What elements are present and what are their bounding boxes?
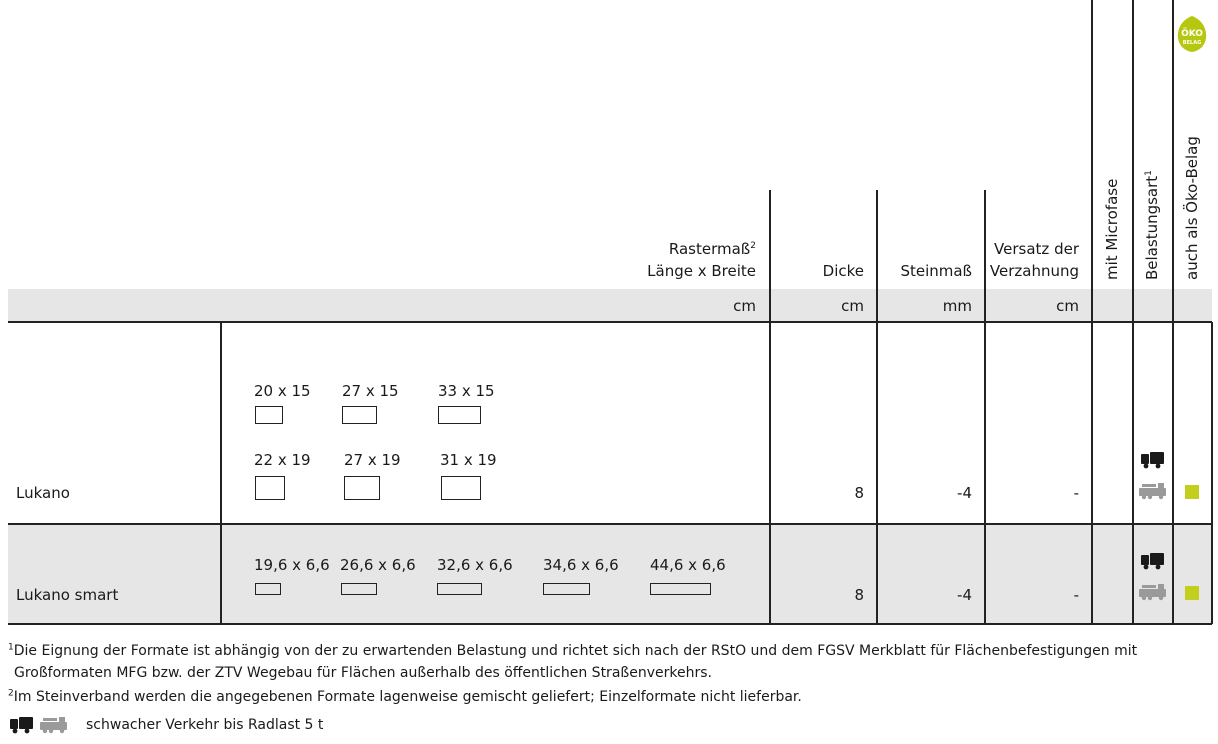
header-steinmass: Steinmaß [900,262,972,280]
dicke-value: 8 [854,484,864,502]
footnote-1-continued: Großformaten MFG bzw. der ZTV Wegebau für Flächen außerhalb des öffentlichen Straßenverkehrs. [14,665,712,681]
steinmass-value: -4 [957,484,972,502]
divider-dicke [769,190,771,624]
divider-oeko [1172,0,1174,624]
format-label: 34,6 x 6,6 [543,556,619,574]
header-bottom-rule [8,321,1212,323]
format-label: 20 x 15 [254,382,311,400]
format-shape [341,583,377,595]
format-shape [342,406,377,424]
format-label: 32,6 x 6,6 [437,556,513,574]
versatz-value: - [1073,484,1079,502]
format-shape [543,583,590,595]
oeko-belag-badge-icon [1174,14,1210,54]
header-dicke: Dicke [822,262,864,280]
legend-truck-black-icon [10,716,34,738]
format-shape [255,406,283,424]
format-label: 33 x 15 [438,382,495,400]
unit-dicke: cm [841,297,864,315]
footnote-2: $^2$Im Steinverband werden die angegebenen Formate lagenweise gemischt geliefert; Einzelformate nicht lieferbar. [8,688,802,705]
format-label: 44,6 x 6,6 [650,556,726,574]
divider-microfase [1091,0,1093,624]
unit-steinmass: mm [942,297,972,315]
row-name-lukano: Lukano [16,484,70,502]
versatz-value: - [1073,586,1079,604]
truck-crane-grey-icon [1139,482,1167,500]
format-shape [255,583,281,595]
header-belastungsart: Belastungsart$^1$ [1143,170,1161,280]
divider-belastung [1132,0,1134,624]
oeko-available-marker [1185,485,1199,499]
format-shape [255,476,285,500]
oeko-available-marker [1185,586,1199,600]
table-bottom-rule [8,623,1212,625]
svg-text:ÖKO: ÖKO [1181,29,1203,39]
row-lukano-smart-background [8,524,1212,624]
format-label: 22 x 19 [254,451,311,469]
truck-black-icon [1141,451,1165,469]
unit-versatz: cm [1056,297,1079,315]
format-shape [437,583,482,595]
truck-crane-grey-icon [1139,583,1167,601]
format-label: 27 x 15 [342,382,399,400]
unit-rastermass: cm [733,297,756,315]
format-label: 26,6 x 6,6 [340,556,416,574]
row-name-lukano-smart: Lukano smart [16,586,119,604]
footnote-1: $^1$Die Eignung der Formate ist abhängig von der zu erwartenden Belastung und richtet sich nach der RStO und dem FGSV Merkblatt für Flächenbefestigungen mit [8,642,1138,659]
svg-text:BELAG: BELAG [1182,40,1202,46]
header-oeko-belag: auch als Öko-Belag [1183,136,1201,280]
header-versatz: Versatz der Verzahnung [989,240,1079,280]
format-shape [441,476,481,500]
format-shape [650,583,711,595]
divider-right-edge [1211,322,1213,624]
header-microfase: mit Microfase [1103,178,1121,280]
dicke-value: 8 [854,586,864,604]
format-shape [438,406,481,424]
divider-name-column [220,322,222,624]
row-separator [8,523,1212,525]
steinmass-value: -4 [957,586,972,604]
format-label: 27 x 19 [344,451,401,469]
divider-steinmass [876,190,878,624]
format-label: 19,6 x 6,6 [254,556,330,574]
legend-truck-crane-grey-icon [40,716,68,738]
format-label: 31 x 19 [440,451,497,469]
format-shape [344,476,380,500]
legend-text: schwacher Verkehr bis Radlast 5 t [86,717,324,733]
header-rastermass: Rastermaß$^2$ Länge x Breite [647,240,756,280]
truck-black-icon [1141,552,1165,570]
